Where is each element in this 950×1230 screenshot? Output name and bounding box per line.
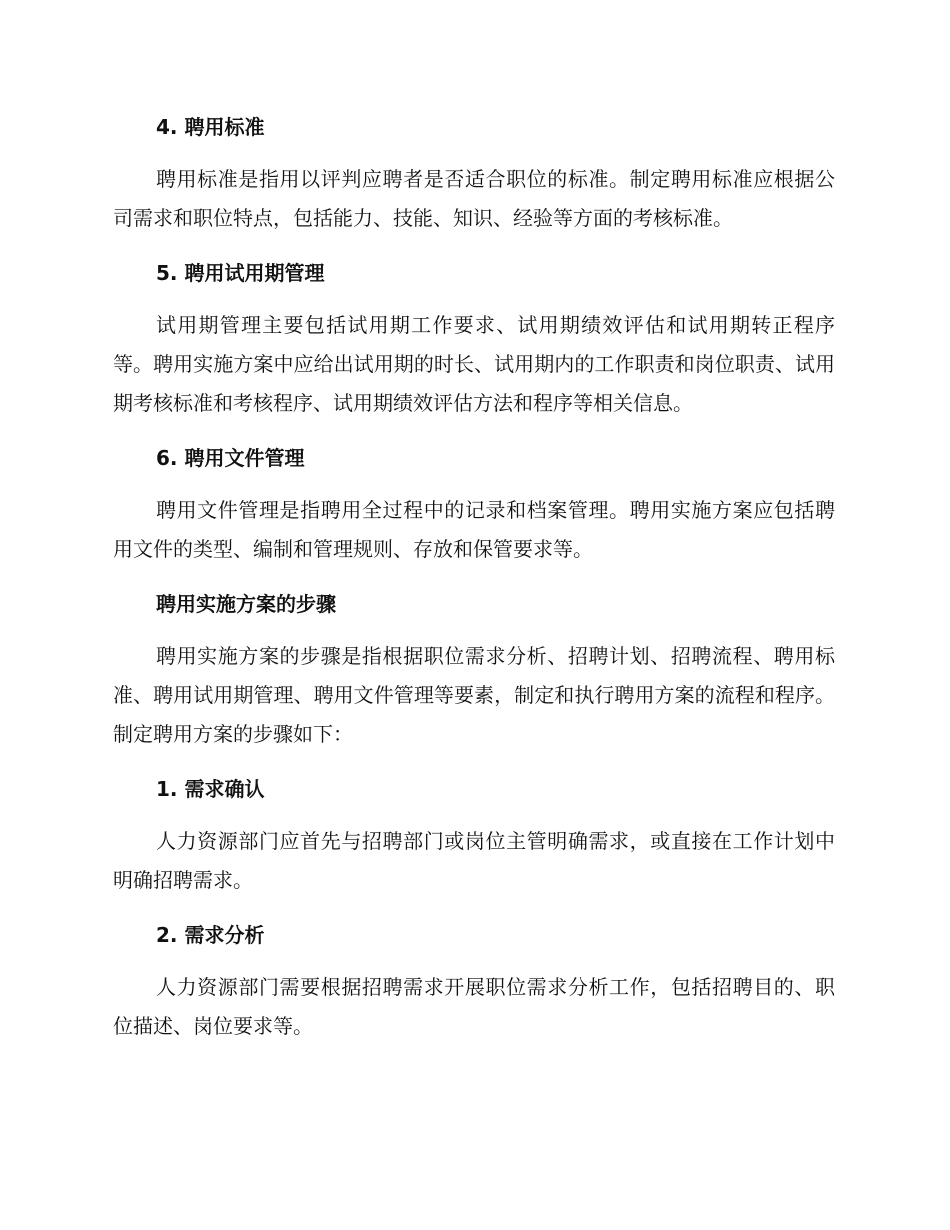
section-heading: 4. 聘用标准 <box>156 115 265 139</box>
section-paragraph: 聘用实施方案的步骤是指根据职位需求分析、招聘计划、招聘流程、聘用标准、聘用试用期管理、聘用文件管理等要素，制定和执行聘用方案的流程和程序。制定聘用方案的步骤如下： <box>113 644 835 746</box>
section-heading: 2. 需求分析 <box>156 923 265 947</box>
section-paragraph: 聘用标准是指用以评判应聘者是否适合职位的标准。制定聘用标准应根据公司需求和职位特点，包括能力、技能、知识、经验等方面的考核标准。 <box>113 167 835 230</box>
section-paragraph: 试用期管理主要包括试用期工作要求、试用期绩效评估和试用期转正程序等。聘用实施方案中应给出试用期的时长、试用期内的工作职责和岗位职责、试用期考核标准和考核程序、试用期绩效评估方法和程序等相关信息。 <box>113 313 835 415</box>
section-heading: 6. 聘用文件管理 <box>156 446 305 470</box>
section-heading: 聘用实施方案的步骤 <box>156 592 336 616</box>
document-body <box>113 108 835 1046</box>
section-heading: 5. 聘用试用期管理 <box>156 261 325 285</box>
section-paragraph: 人力资源部门应首先与招聘部门或岗位主管明确需求，或直接在工作计划中明确招聘需求。 <box>113 829 835 892</box>
section-heading: 1. 需求确认 <box>156 777 265 801</box>
section-paragraph: 聘用文件管理是指聘用全过程中的记录和档案管理。聘用实施方案应包括聘用文件的类型、编制和管理规则、存放和保管要求等。 <box>113 498 835 561</box>
section-paragraph: 人力资源部门需要根据招聘需求开展职位需求分析工作，包括招聘目的、职位描述、岗位要求等。 <box>113 975 835 1038</box>
